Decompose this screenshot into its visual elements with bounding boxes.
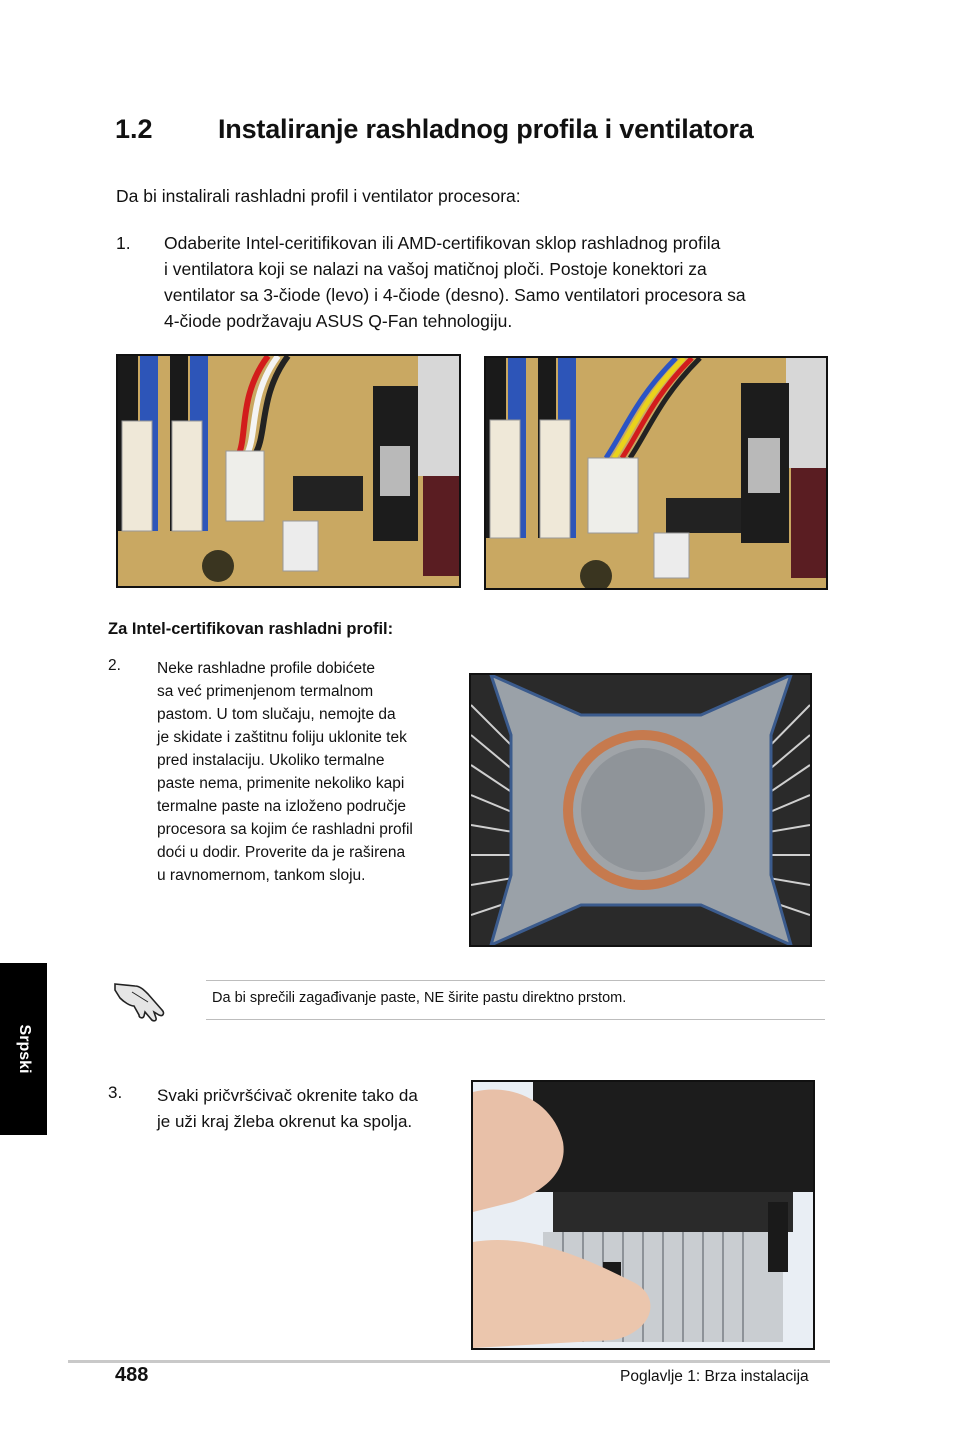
section-title: Instaliranje rashladnog profila i ventilatora [218, 114, 754, 144]
step-2-line: doći u dodir. Proverite da je raširena [157, 844, 406, 861]
note-bottom-rule [206, 1019, 825, 1020]
side-tab-label: Srpski [15, 1024, 33, 1074]
language-side-tab [0, 963, 47, 1135]
step-2-number: 2. [108, 657, 121, 674]
intro-text: Da bi instalirali rashladni profil i ventilator procesora: [116, 186, 521, 206]
step-2-text [157, 657, 457, 887]
step-2-line: pastom. U tom slučaju, nemojte da [157, 706, 396, 723]
step-2-line: pred instalaciju. Ukoliko termalne [157, 752, 385, 769]
intel-subheading: Za Intel-certifikovan rashladni profil: [108, 620, 394, 638]
pointing-hand-icon [110, 976, 168, 1026]
footer-rule [68, 1360, 830, 1363]
step-3-number: 3. [108, 1083, 123, 1102]
step-3-line: je uži kraj žleba okrenut ka spolja. [157, 1112, 413, 1131]
step-2-line: termalne paste na izloženo područje [157, 798, 407, 815]
three-pin-connector-photo [116, 354, 461, 588]
step-1-line: Odaberite Intel-ceritifikovan ili AMD-certifikovan sklop rashladnog profila [164, 233, 721, 253]
step-2-line: je skidate i zaštitnu foliju uklonite tek [157, 729, 407, 746]
page-number: 488 [115, 1364, 149, 1386]
step-2-line: paste nema, primenite nekoliko kapi [157, 775, 405, 792]
fastener-rotation-photo [471, 1080, 815, 1350]
step-1-line: ventilator sa 3-čiode (levo) i 4-čiode (desno). Samo ventilatori procesora sa [164, 285, 746, 305]
step-2-line: procesora sa kojim će rashladni profil [157, 821, 413, 838]
note-top-rule [206, 980, 825, 981]
step-2-line: Neke rashladne profile dobićete [157, 660, 375, 677]
note-text: Da bi sprečili zagađivanje paste, NE širite pastu direktno prstom. [212, 990, 627, 1006]
section-number: 1.2 [115, 114, 153, 144]
step-2-line: u ravnomernom, tankom sloju. [157, 867, 366, 884]
step-1-line: 4-čiode podržavaju ASUS Q-Fan tehnologiju. [164, 311, 513, 331]
four-pin-connector-photo [484, 356, 828, 590]
step-1-text [164, 230, 844, 334]
step-1-line: i ventilatora koji se nalazi na vašoj matičnoj ploči. Postoje konektori za [164, 259, 707, 279]
step-3-line: Svaki pričvršćivač okrenite tako da [157, 1086, 418, 1105]
step-1-number: 1. [116, 233, 131, 253]
heatsink-thermal-paste-photo [469, 673, 812, 947]
step-2-line: sa već primenjenom termalnom [157, 683, 374, 700]
step-3-text [157, 1083, 418, 1135]
chapter-title: Poglavlje 1: Brza instalacija [620, 1368, 809, 1385]
